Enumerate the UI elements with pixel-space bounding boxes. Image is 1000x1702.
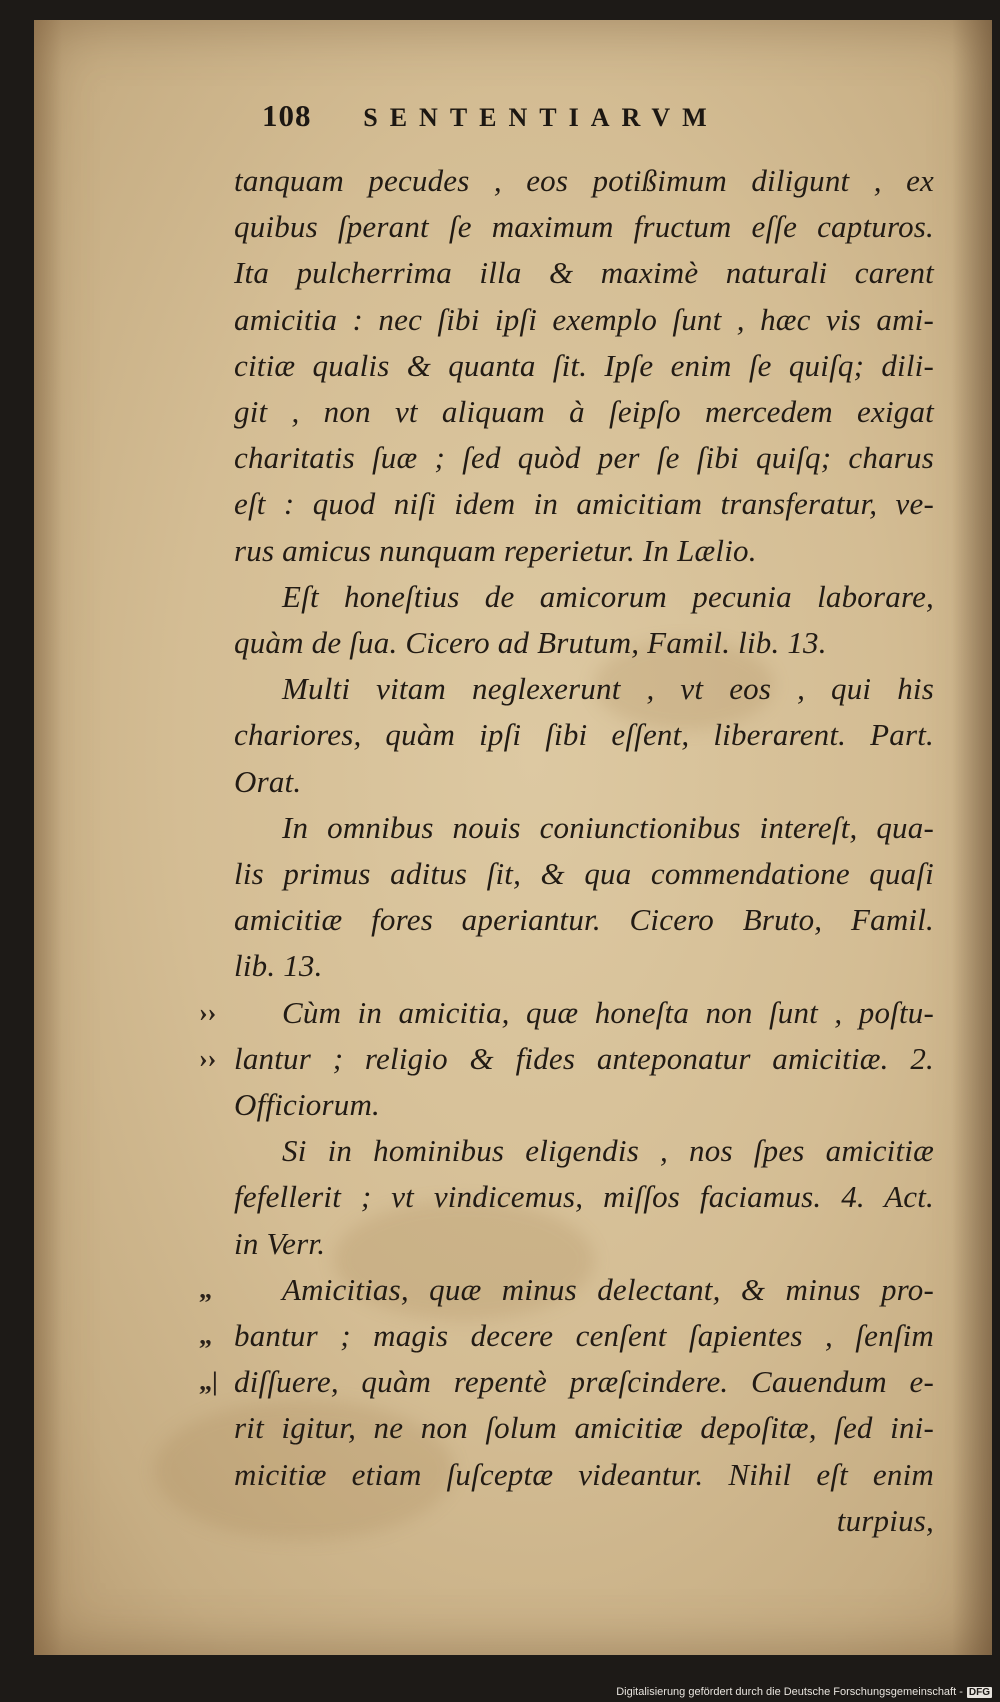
text-line: rus amicus nunquam reperietur. In Lælio. [234,532,757,568]
text-line: bantur ; magis decere cenſent ſapientes , ſenſim [234,1318,934,1353]
dfg-logo: DFG [968,1686,990,1698]
margin-quote-marker: ›› [199,1043,217,1073]
text-line: quàm de ſua. Cicero ad Brutum, Famil. lib. 13. [234,625,827,660]
text-line: citiæ qualis & quanta ſit. Ipſe enim ſe quiſq; dili- [234,347,934,383]
text-line: in Verr. [234,1225,326,1261]
margin-quote-marker: „| [199,1367,218,1397]
margin-quote-marker: „ [199,1321,212,1350]
text-line: eſt : quod niſi idem in amicitiam transferatur, ve- [234,486,934,522]
text-line: Eſt honeſtius de amicorum pecunia laborare, [282,578,934,614]
text-line: lis primus aditus ſit, & qua commendatione quaſi [234,856,934,891]
text-line: Officiorum. [234,1087,380,1122]
text-line: Orat. [234,763,302,799]
text-line: charitatis ſuæ ; ſed quòd per ſe ſibi quiſq; charus [234,440,934,476]
margin-quote-marker: „ [199,1274,212,1304]
text-line: git , non vt aliquam à ſeipſo mercedem exigat [234,394,934,429]
text-line: micitiæ etiam ſuſceptæ videantur. Nihil eſt enim [234,1456,934,1492]
text-line: chariores, quàm ipſi ſibi eſſent, liberarent. Part. [234,717,934,753]
text-line: Cùm in amicitia, quæ honeſta non ſunt , poſtu- [282,994,934,1030]
text-line: amicitia : nec ſibi ipſi exemplo ſunt , hæc vis ami- [234,301,934,337]
page-header [262,98,719,134]
text-line: lib. 13. [234,948,323,984]
credit-text: Digitalisierung gefördert durch die Deutsche Forschungsgemeinschaft - [616,1686,963,1698]
running-title: SENTENTIARVM [363,103,719,132]
text-line: tanquam pecudes , eos potißimum diligunt , ex [234,163,934,198]
page-number: 108 [262,98,312,133]
text-line: Ita pulcherrima illa & maximè naturali carent [234,255,934,291]
text-line: turpius, [836,1502,934,1538]
text-line: amicitiæ fores aperiantur. Cicero Bruto, Famil. [234,902,934,938]
text-line: Amicitias, quæ minus delectant, & minus pro- [282,1271,934,1307]
text-line: lantur ; religio & fides anteponatur amicitiæ. 2. [234,1040,934,1076]
text-line: rit igitur, ne non ſolum amicitiæ depoſitæ, ſed ini- [234,1410,934,1446]
text-line: quibus ſperant ſe maximum fructum eſſe capturos. [234,209,934,245]
text-line: In omnibus nouis coniunctionibus intereſt, qua- [282,809,934,845]
text-line: Multi vitam neglexerunt , vt eos , qui his [282,671,934,707]
digitization-credit [616,1686,992,1698]
text-line: diſſuere, quàm repentè præſcindere. Cauendum e- [234,1364,934,1400]
book-page [34,20,992,1655]
text-line: Si in hominibus eligendis , nos ſpes amicitiæ [282,1133,934,1169]
margin-quote-marker: ›› [199,997,217,1027]
text-line: fefellerit ; vt vindicemus, miſſos faciamus. 4. Act. [234,1179,934,1215]
